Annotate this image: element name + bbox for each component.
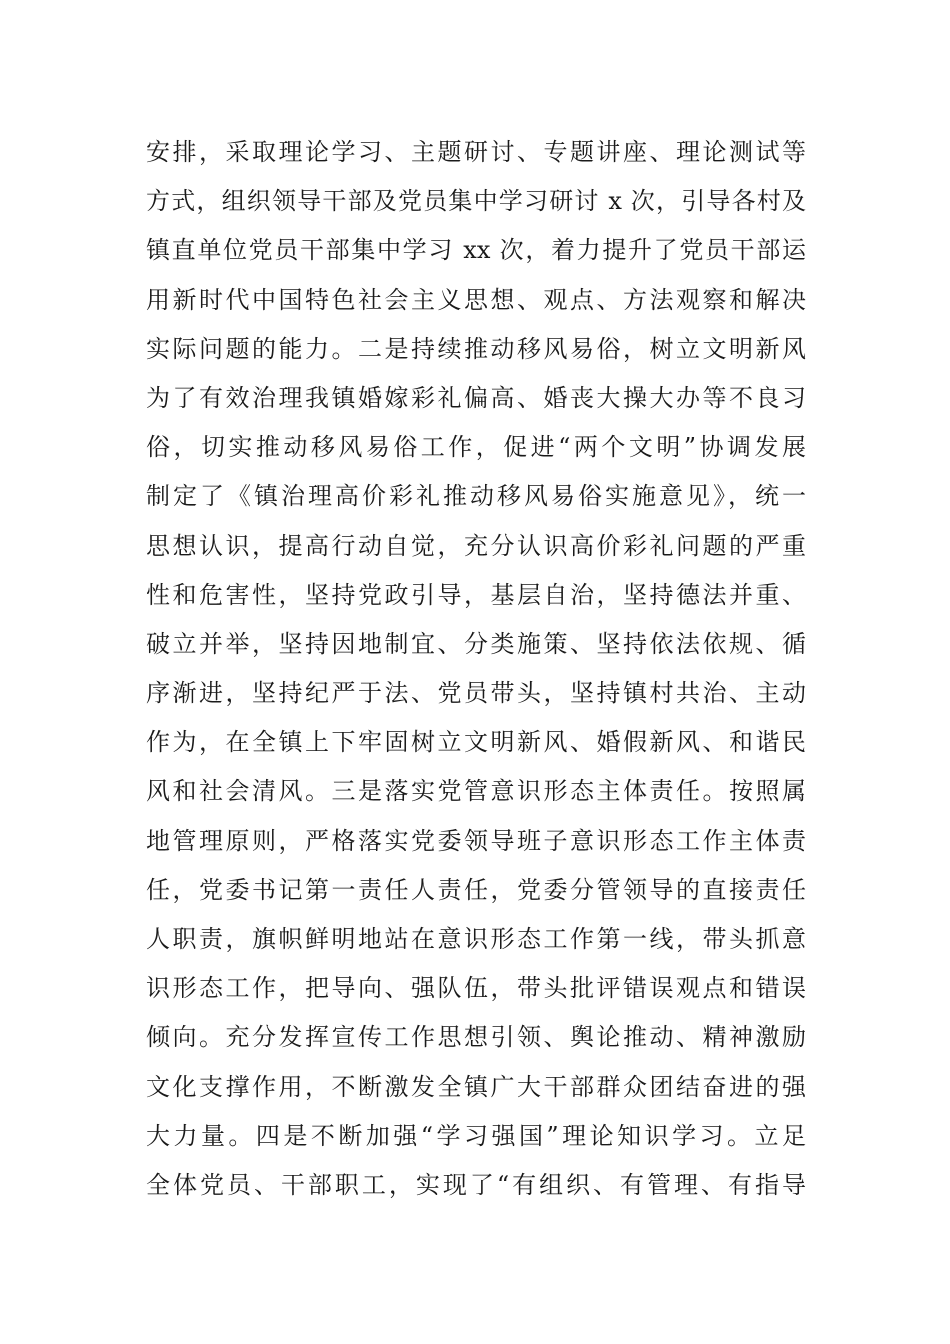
text-line: 用新时代中国特色社会主义思想、观点、方法观察和解决	[146, 285, 806, 314]
text-line: 任，党委书记第一责任人责任，党委分管领导的直接责任	[146, 875, 806, 904]
text-line: 破立并举，坚持因地制宜、分类施策、坚持依法依规、循	[146, 629, 806, 658]
text-line: 镇直单位党员干部集中学习 xx 次，着力提升了党员干部运	[146, 236, 806, 265]
text-line: 性和危害性，坚持党政引导，基层自治，坚持德法并重、	[146, 580, 806, 609]
text-line: 地管理原则，严格落实党委领导班子意识形态工作主体责	[146, 826, 806, 855]
text-line: 制定了《镇治理高价彩礼推动移风易俗实施意见》，统一	[146, 482, 806, 511]
text-line: 大力量。四是不断加强“学习强国”理论知识学习。立足	[146, 1121, 806, 1150]
text-line: 俗，切实推动移风易俗工作，促进“两个文明”协调发展	[146, 433, 806, 462]
text-line: 作为，在全镇上下牢固树立文明新风、婚假新风、和谐民	[146, 728, 806, 757]
text-line: 倾向。充分发挥宣传工作思想引领、舆论推动、精神激励	[146, 1023, 806, 1052]
body-text	[146, 128, 806, 1210]
text-line: 识形态工作，把导向、强队伍，带头批评错误观点和错误	[146, 974, 806, 1003]
text-line: 风和社会清风。三是落实党管意识形态主体责任。按照属	[146, 777, 806, 806]
text-line: 全体党员、干部职工，实现了“有组织、有管理、有指导	[146, 1170, 806, 1199]
text-line: 人职责，旗帜鲜明地站在意识形态工作第一线，带头抓意	[146, 925, 806, 953]
text-line: 实际问题的能力。二是持续推动移风易俗，树立文明新风	[146, 334, 806, 363]
text-line: 文化支撑作用，不断激发全镇广大干部群众团结奋进的强	[146, 1072, 806, 1101]
text-line: 为了有效治理我镇婚嫁彩礼偏高、婚丧大操大办等不良习	[146, 383, 806, 412]
text-line: 方式，组织领导干部及党员集中学习研讨 x 次，引导各村及	[146, 187, 806, 216]
text-line: 安排，采取理论学习、主题研讨、专题讲座、理论测试等	[146, 138, 806, 166]
text-line: 思想认识，提高行动自觉，充分认识高价彩礼问题的严重	[146, 531, 806, 560]
text-line: 序渐进，坚持纪严于法、党员带头，坚持镇村共治、主动	[146, 679, 806, 708]
